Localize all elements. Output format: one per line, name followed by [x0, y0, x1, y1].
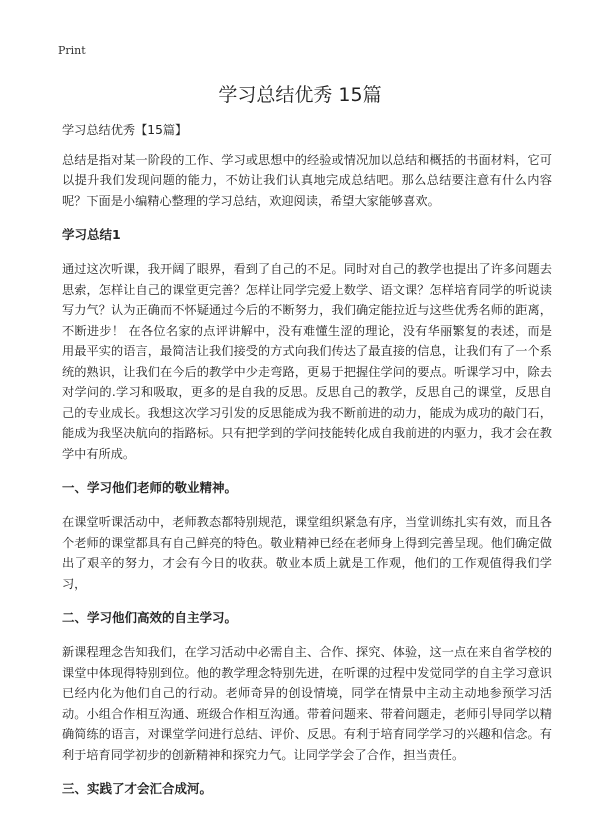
section-1-heading: 学习总结1	[62, 227, 121, 242]
intro-paragraph: 总结是指对某一阶段的工作、学习或思想中的经验或情况加以总结和概括的书面材料，它可以提升我们发现问题的能力，不妨让我们认真地完成总结吧。那么总结要注意有什么内容呢？下面是小编精心整理的学习总结，欢迎阅读，希望大家能够喜欢。	[62, 152, 552, 208]
print-link[interactable]: Print	[58, 44, 86, 57]
document-body	[62, 120, 552, 813]
point-1-paragraph: 在课堂听课活动中，老师教态都特别规范，课堂组织紧急有序，当堂训练扎实有效，而且各个老师的课堂都具有自己鲜亮的特色。敬业精神已经在老师身上得到完善呈现。他们确定做出了艰辛的努力，才会有今日的收获。敬业本质上就是工作观，他们的工作观值得我们学习，	[62, 515, 552, 591]
document-subtitle: 学习总结优秀【15篇】	[62, 123, 188, 137]
section-1-paragraph: 通过这次听课，我开阔了眼界，看到了自己的不足。同时对自己的教学也提出了许多问题去思索，怎样让自己的课堂更完善？怎样让同学完爱上数学、语文课？怎样培育同学的听说读写力气？认为正确而不怀疑通过今后的不断努力，我们确定能拉近与这些优秀名师的距离，不断进步！ 在各位名家的点评讲解中，没有难懂生涩的理论，没有华丽繁复的表述，而是用最平实的语言，最简洁让我们接受的方式向我们传达了最直接的信息，让我们有了一个系统的熟识，让我们在今后的教学中少走弯路，更易于把握住学问的要点。听课学习中，除去对学问的.学习和吸取，更多的是自我的反思。反思自己的教学，反思自己的课堂，反思自己的专业成长。我想这次学习引发的反思能成为我不断前进的动力，能成为成功的敲门石，能成为我坚决航向的指路标。只有把学到的学问技能转化成自我前进的内驱力，我才会在教学中有所成。	[62, 262, 552, 461]
point-2-paragraph: 新课程理念告知我们，在学习活动中必需自主、合作、探究、体验，这一点在来自省学校的课堂中体现得特别到位。他的教学理念特别先进，在听课的过程中发觉同学的自主学习意识已经内化为他们自己的行动。老师奇异的创设情境，同学在情景中主动主动地参预学习活动。小组合作相互沟通、班级合作相互沟通。带着问题来、带着问题走，老师引导同学以精确简练的语言，对课堂学问进行总结、评价、反思。有利于培育同学学习的兴趣和信念。有利于培育同学初步的创新精神和探究力气。让同学学会了合作，担当责任。	[62, 645, 552, 762]
point-2-heading: 二、学习他们高效的自主学习。	[62, 610, 238, 625]
point-1-heading: 一、学习他们老师的敬业精神。	[62, 480, 238, 495]
document-title: 学习总结优秀 15篇	[218, 84, 382, 106]
point-3-heading: 三、实践了才会汇合成河。	[62, 781, 213, 796]
